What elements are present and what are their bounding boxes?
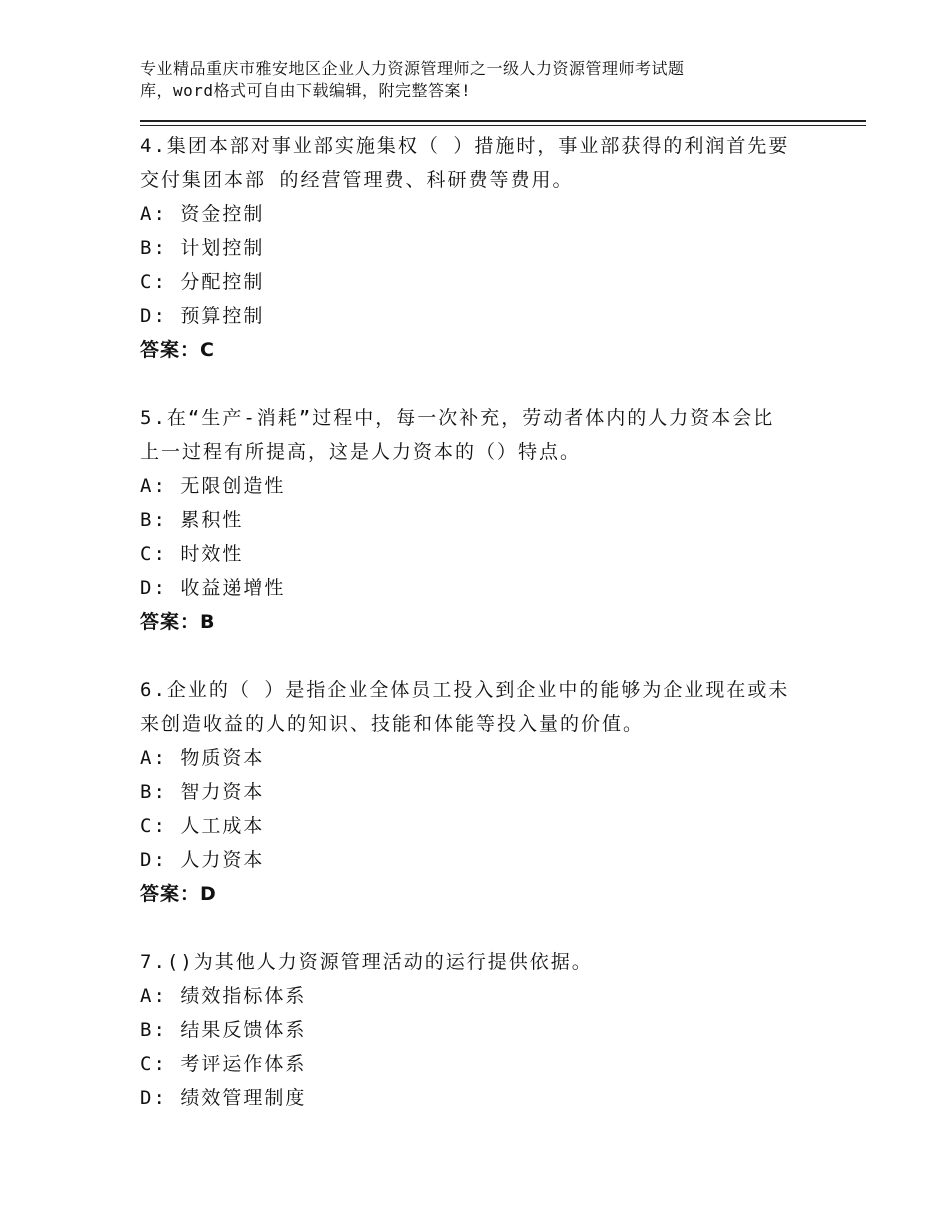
option-d: D: 人力资本 [140,849,265,871]
question-text: 4.集团本部对事业部实施集权（ ）措施时，事业部获得的利润首先要 [140,135,790,157]
option-b: B: 计划控制 [140,237,265,259]
option-a: A: 资金控制 [140,203,265,225]
question-list [140,129,860,1149]
option-d: D: 预算控制 [140,305,265,327]
option-b: B: 累积性 [140,509,244,531]
answer-label: 答案：B [140,611,216,633]
answer-label: 答案：D [140,883,217,905]
document-header [140,58,840,102]
question-text: 上一过程有所提高，这是人力资本的（）特点。 [140,441,582,463]
question-item [140,673,860,911]
header-title-line-2: 库，word格式可自由下载编辑，附完整答案! [140,81,472,100]
question-item [140,401,860,639]
question-text: 5.在“生产-消耗”过程中，每一次补充，劳动者体内的人力资本会比 [140,407,775,429]
question-text: 来创造收益的人的知识、技能和体能等投入量的价值。 [140,713,645,735]
header-title-line-1: 专业精品重庆市雅安地区企业人力资源管理师之一级人力资源管理师考试题 [140,59,685,78]
option-c: C: 人工成本 [140,815,265,837]
option-c: C: 时效性 [140,543,244,565]
header-divider-thin [140,125,866,126]
option-c: C: 分配控制 [140,271,265,293]
question-text: 7.()为其他人力资源管理活动的运行提供依据。 [140,951,593,973]
option-d: D: 绩效管理制度 [140,1087,307,1109]
question-text: 6.企业的（ ）是指企业全体员工投入到企业中的能够为企业现在或未 [140,679,790,701]
header-divider-thick [140,120,866,122]
question-item [140,945,860,1115]
question-item [140,129,860,367]
question-text: 交付集团本部 的经营管理费、科研费等费用。 [140,169,574,191]
option-a: A: 无限创造性 [140,475,286,497]
answer-label: 答案：C [140,339,215,361]
option-c: C: 考评运作体系 [140,1053,307,1075]
option-d: D: 收益递增性 [140,577,286,599]
option-a: A: 绩效指标体系 [140,985,307,1007]
option-a: A: 物质资本 [140,747,265,769]
option-b: B: 智力资本 [140,781,265,803]
option-b: B: 结果反馈体系 [140,1019,307,1041]
